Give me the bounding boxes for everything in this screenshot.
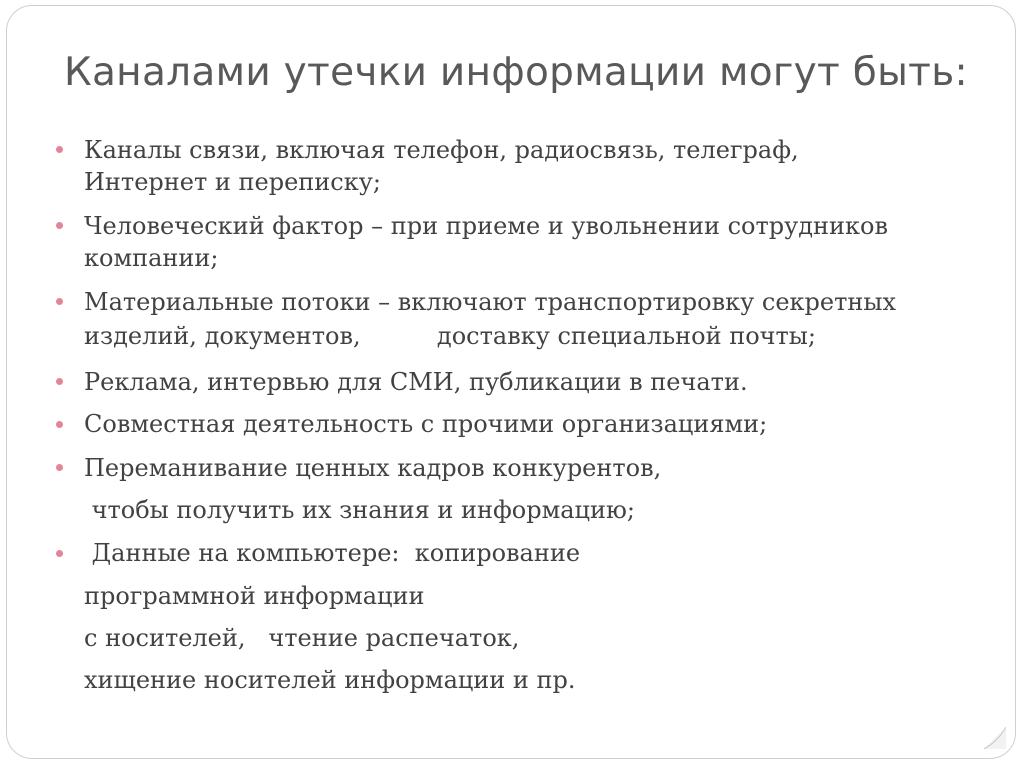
bullet-line: Человеческий фактор – при приеме и увольнении сотрудников	[84, 212, 888, 240]
slide-title: Каналами утечки информации могут быть:	[64, 50, 968, 95]
bullet-line: хищение носителей информации и пр.	[84, 666, 576, 694]
bullet-line: с носителей, чтение распечаток,	[84, 624, 520, 652]
bullet-dot-icon	[56, 298, 63, 305]
bullet-line: чтобы получить их знания и информацию;	[84, 496, 635, 524]
bullet-line: изделий, документов, доставку специальной почты;	[84, 322, 816, 350]
bullet-dot-icon	[56, 464, 63, 471]
bullet-line: программной информации	[84, 582, 425, 610]
bullet-line: Данные на компьютере: копирование	[84, 539, 581, 567]
bullet-dot-icon	[56, 421, 63, 428]
bullet-line: Каналы связи, включая телефон, радиосвязь, телеграф,	[84, 136, 799, 164]
bullet-line: Реклама, интервью для СМИ, публикации в печати.	[84, 368, 748, 396]
bullet-line: Интернет и переписку;	[84, 168, 381, 196]
bullet-dot-icon	[56, 222, 63, 229]
bullet-dot-icon	[56, 550, 63, 557]
bullet-line: Переманивание ценных кадров конкурентов,	[84, 454, 662, 482]
page-curl-icon	[984, 727, 1006, 749]
bullet-line: Совместная деятельность с прочими организациями;	[84, 410, 768, 438]
bullet-dot-icon	[56, 146, 63, 153]
bullet-line: Материальные потоки – включают транспортировку секретных	[84, 288, 896, 316]
bullet-dot-icon	[56, 378, 63, 385]
bullet-line: компании;	[84, 244, 219, 272]
